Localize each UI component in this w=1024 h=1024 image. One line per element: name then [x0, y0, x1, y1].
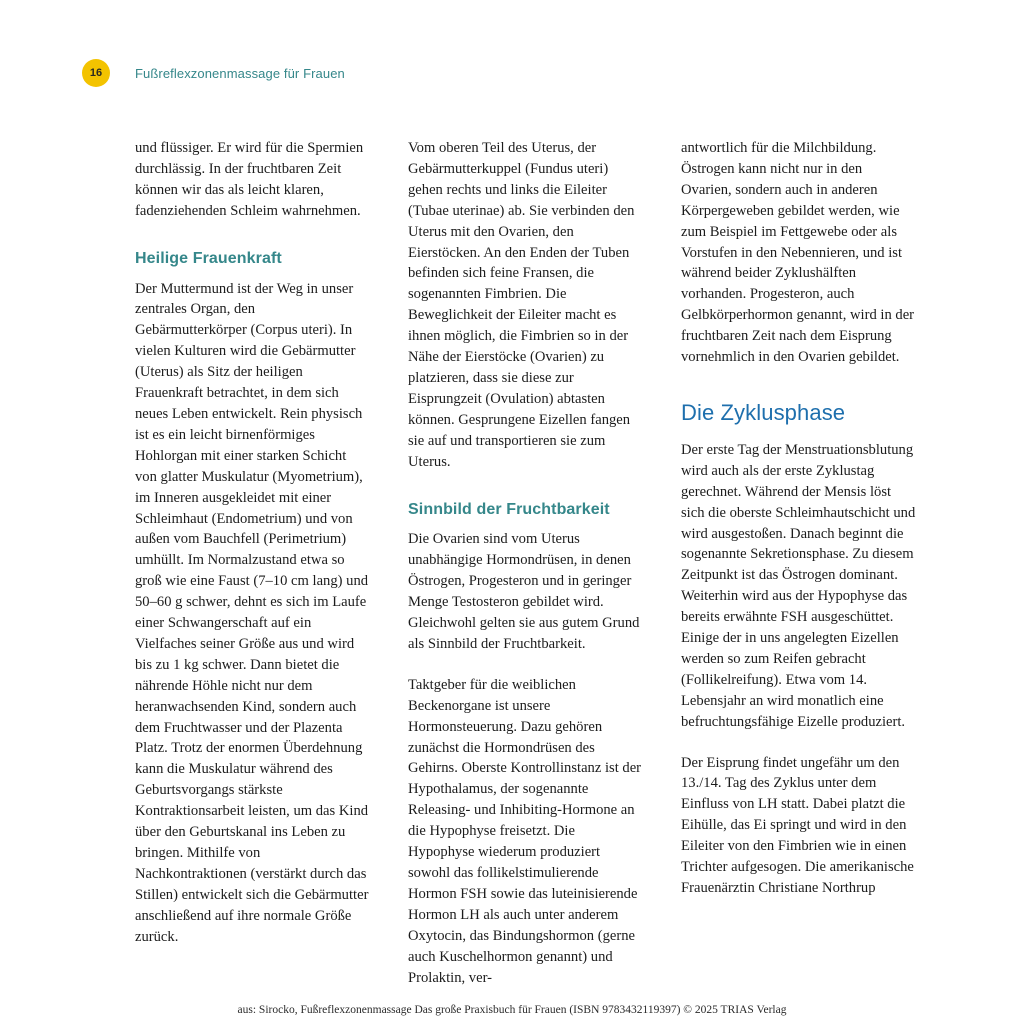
- page-number-badge: 16: [82, 59, 110, 87]
- column-2: [408, 138, 643, 988]
- body-paragraph: Die Ovarien sind vom Uterus unabhängige Hormondrüsen, in denen Östrogen, Progesteron und in geringer Menge Testosteron gebildet wird. Gleichwohl gelten sie aus gutem Grund als Sinnbild der Fruchtbarkeit.: [408, 531, 640, 652]
- section-heading-sinnbild-der-fruchtbarkeit: Sinnbild der Fruchtbarkeit: [408, 500, 610, 518]
- body-paragraph: Der Eisprung findet ungefähr um den 13./14. Tag des Zyklus unter dem Einfluss von LH statt. Dabei platzt die Eihülle, das Ei springt und wird in den Eileiter von den Fimbrien wie in einen Trichter aufgesogen. Die amerikanische Frauenärztin Christiane Northrup: [681, 754, 914, 896]
- column-1: [135, 138, 370, 988]
- chapter-heading-die-zyklusphase: Die Zyklusphase: [681, 399, 846, 425]
- body-paragraph: antwortlich für die Milchbildung. Östrogen kann nicht nur in den Ovarien, sondern auch in anderen Körpergeweben gebildet werden, wie zum Beispiel im Fettgewebe oder als Vorstufen in den Nebennieren, und ist während beider Zyklushälften vorhanden. Progesteron, auch Gelbkörperhormon genannt, wird in der fruchtbaren Zeit nach dem Eisprung vornehmlich in den Ovarien gebildet.: [681, 140, 915, 366]
- body-paragraph: Der erste Tag der Menstruationsblutung wird auch als der erste Zyklustag gerechnet. Während der Mensis löst sich die oberste Schleimhautschicht und wird ausgestoßen. Danach beginnt die sogenannte Sekretionsphase. Zu diesem Zeitpunkt ist das Östrogen dominant. Weiterhin wird aus der Hypophyse das bereits erwähnte FSH ausgeschüttet. Einige der in uns angelegten Eizellen werden so zum Reifen gebracht (Follikelreifung). Etwa vom 14. Lebensjahr an wird monatlich eine befruchtungsfähige Eizelle produziert.: [681, 441, 916, 730]
- body-paragraph: Taktgeber für die weiblichen Beckenorgane ist unsere Hormonsteuerung. Dazu gehören zunächst die Hormondrüsen des Gehirns. Oberste Kontrollinstanz ist der Hypothalamus, der sogenannte Releasing- und Inhibiting-Hormone an die Hypophyse freisetzt. Die Hypophyse wiederum produziert sowohl das follikelstimulierende Hormon FSH sowie das luteinisierende Hormon LH als auch unter anderem Oxytocin, das Bindungshormon (gerne auch Kuschelhormon genannt) und Prolaktin, ver-: [408, 676, 642, 986]
- body-paragraph: und flüssiger. Er wird für die Spermien durchlässig. In der fruchtbaren Zeit können wir das als leicht klaren, fadenziehenden Schleim wahrnehmen.: [135, 140, 364, 219]
- footer-credit: aus: Sirocko, Fußreflexzonenmassage Das große Praxisbuch für Frauen (ISBN 9783432119397) © 2025 TRIAS Verlag: [237, 1004, 787, 1016]
- running-header: [82, 58, 942, 88]
- text-columns: [135, 138, 916, 988]
- body-paragraph: Vom oberen Teil des Uterus, der Gebärmutterkuppel (Fundus uteri) gehen rechts und links die Eileiter (Tubae uterinae) ab. Sie verbinden den Uterus mit den Ovarien, den Eierstöcken. An den Enden der Tuben befinden sich feine Fransen, die sogenannten Fimbrien. Die Beweglichkeit der Eileiter macht es ihnen möglich, die Fimbrien so in der Nähe der Eierstöcke (Ovarien) zu platzieren, dass sie diese zur Eisprungzeit (Ovulation) abtasten können. Gesprungene Eizellen fangen sie auf und transportieren sie zum Uterus.: [408, 140, 635, 470]
- body-paragraph: Der Muttermund ist der Weg in unser zentrales Organ, den Gebärmutterkörper (Corpus uteri). In vielen Kulturen wird die Gebärmutter (Uterus) als Sitz der heiligen Frauenkraft betrachtet, in dem sich neues Leben entwickelt. Rein physisch ist es ein leicht birnenförmiges Hohlorgan mit einer starken Schicht von glatter Muskulatur (Myometrium), im Inneren ausgekleidet mit einer Schleimhaut (Endometrium) und von außen vom Bauchfell (Perimetrium) umhüllt. Im Normalzustand etwa so groß wie eine Faust (7–10 cm lang) und 50–60 g schwer, dehnt es sich im Laufe einer Schwangerschaft auf ein Vielfaches seiner Größe aus und wird bis zu 1 kg schwer. Dann bietet die nährende Höhle nicht nur dem heranwachsenden Kind, sondern auch dem Fruchtwasser und der Plazenta Platz. Trotz der enormen Überdehnung kann die Muskulatur während des Geburtsvorgangs stärkste Kontraktionsarbeit leisten, um das Kind über den Geburtskanal ins Leben zu bringen. Mithilfe von Nachkontraktionen (verstärkt durch das Stillen) entwickelt sich die Gebärmutter anschließend auf ihre normale Größe zurück.: [135, 280, 369, 945]
- column-3: [681, 138, 916, 988]
- section-heading-heilige-frauenkraft: Heilige Frauenkraft: [135, 249, 282, 267]
- running-header-title: Fußreflexzonenmassage für Frauen: [135, 65, 345, 81]
